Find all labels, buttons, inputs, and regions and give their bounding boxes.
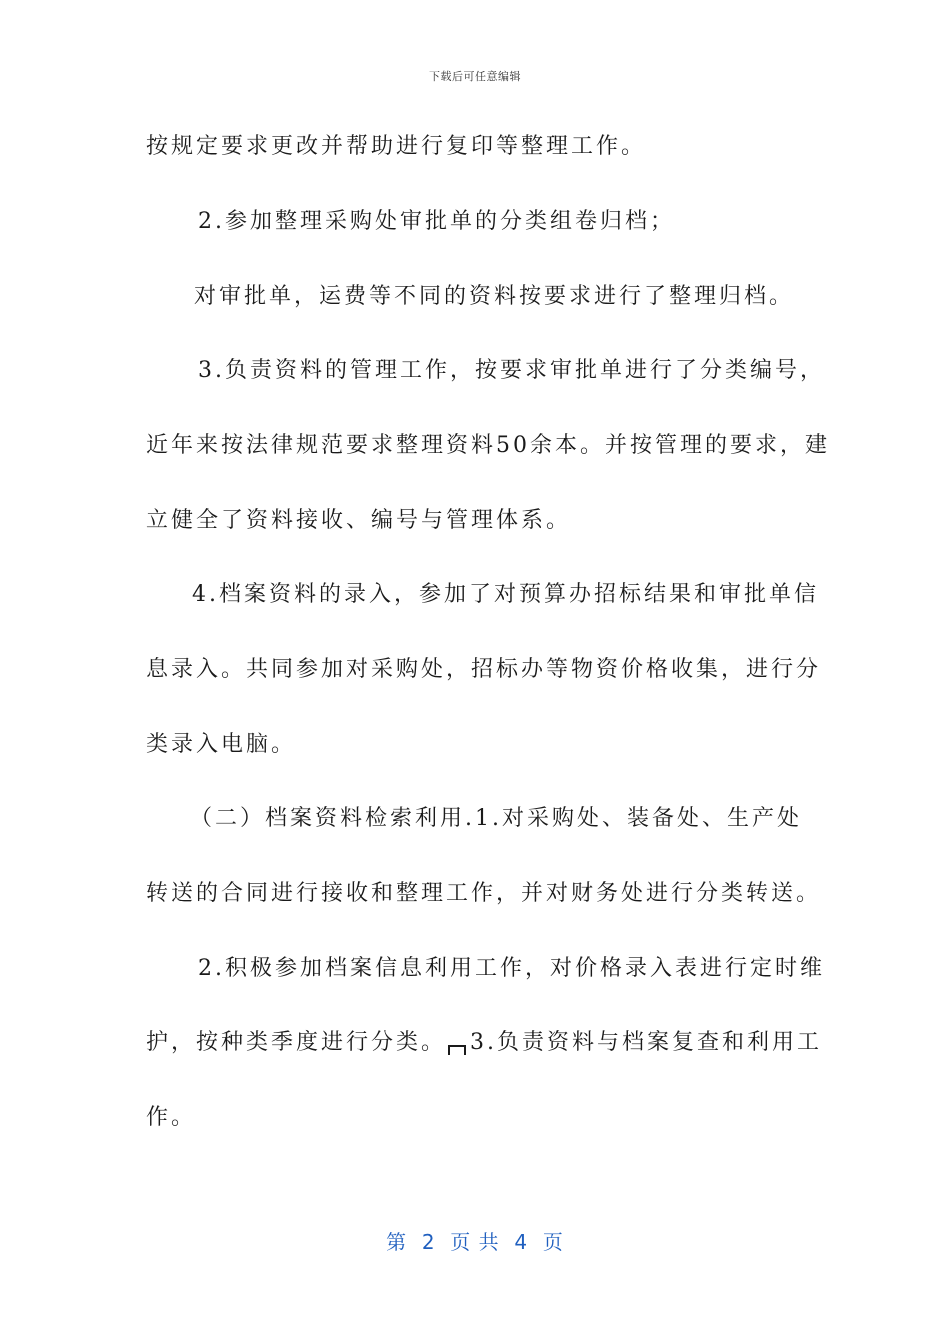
header-note: 下载后可任意编辑: [429, 70, 521, 83]
text-line: 对审批单，运费等不同的资料按要求进行了整理归档。: [194, 284, 795, 309]
text-segment: 护，按种类季度进行分类。: [146, 1030, 447, 1055]
text-line: （二）档案资料检索利用.1.对采购处、装备处、生产处: [190, 806, 802, 831]
text-line: 近年来按法律规范要求整理资料50余本。并按管理的要求，建: [146, 433, 830, 458]
text-line-composite: [146, 1028, 822, 1058]
page-number-footer: [0, 1226, 950, 1255]
text-line: 4.档案资料的录入，参加了对预算办招标结果和审批单信: [192, 582, 819, 607]
text-line: 作。: [146, 1105, 197, 1130]
text-line: 息录入。共同参加对采购处，招标办等物资价格收集，进行分: [146, 657, 822, 682]
bracket-mark-icon: [448, 1045, 466, 1055]
text-line: 2.积极参加档案信息利用工作，对价格录入表进行定时维: [198, 956, 825, 981]
text-line: 转送的合同进行接收和整理工作，并对财务处进行分类转送。: [146, 881, 822, 906]
text-line: 3.负责资料的管理工作，按要求审批单进行了分类编号，: [198, 358, 825, 383]
text-line: 立健全了资料接收、编号与管理体系。: [146, 508, 572, 533]
text-line: 2.参加整理采购处审批单的分类组卷归档；: [198, 209, 675, 234]
text-segment: 3.负责资料与档案复查和利用工: [470, 1030, 823, 1055]
text-line: 按规定要求更改并帮助进行复印等整理工作。: [146, 134, 647, 159]
text-line: 类录入电脑。: [146, 732, 297, 757]
page-number-label: 第 2 页 共 4 页: [386, 1230, 564, 1254]
